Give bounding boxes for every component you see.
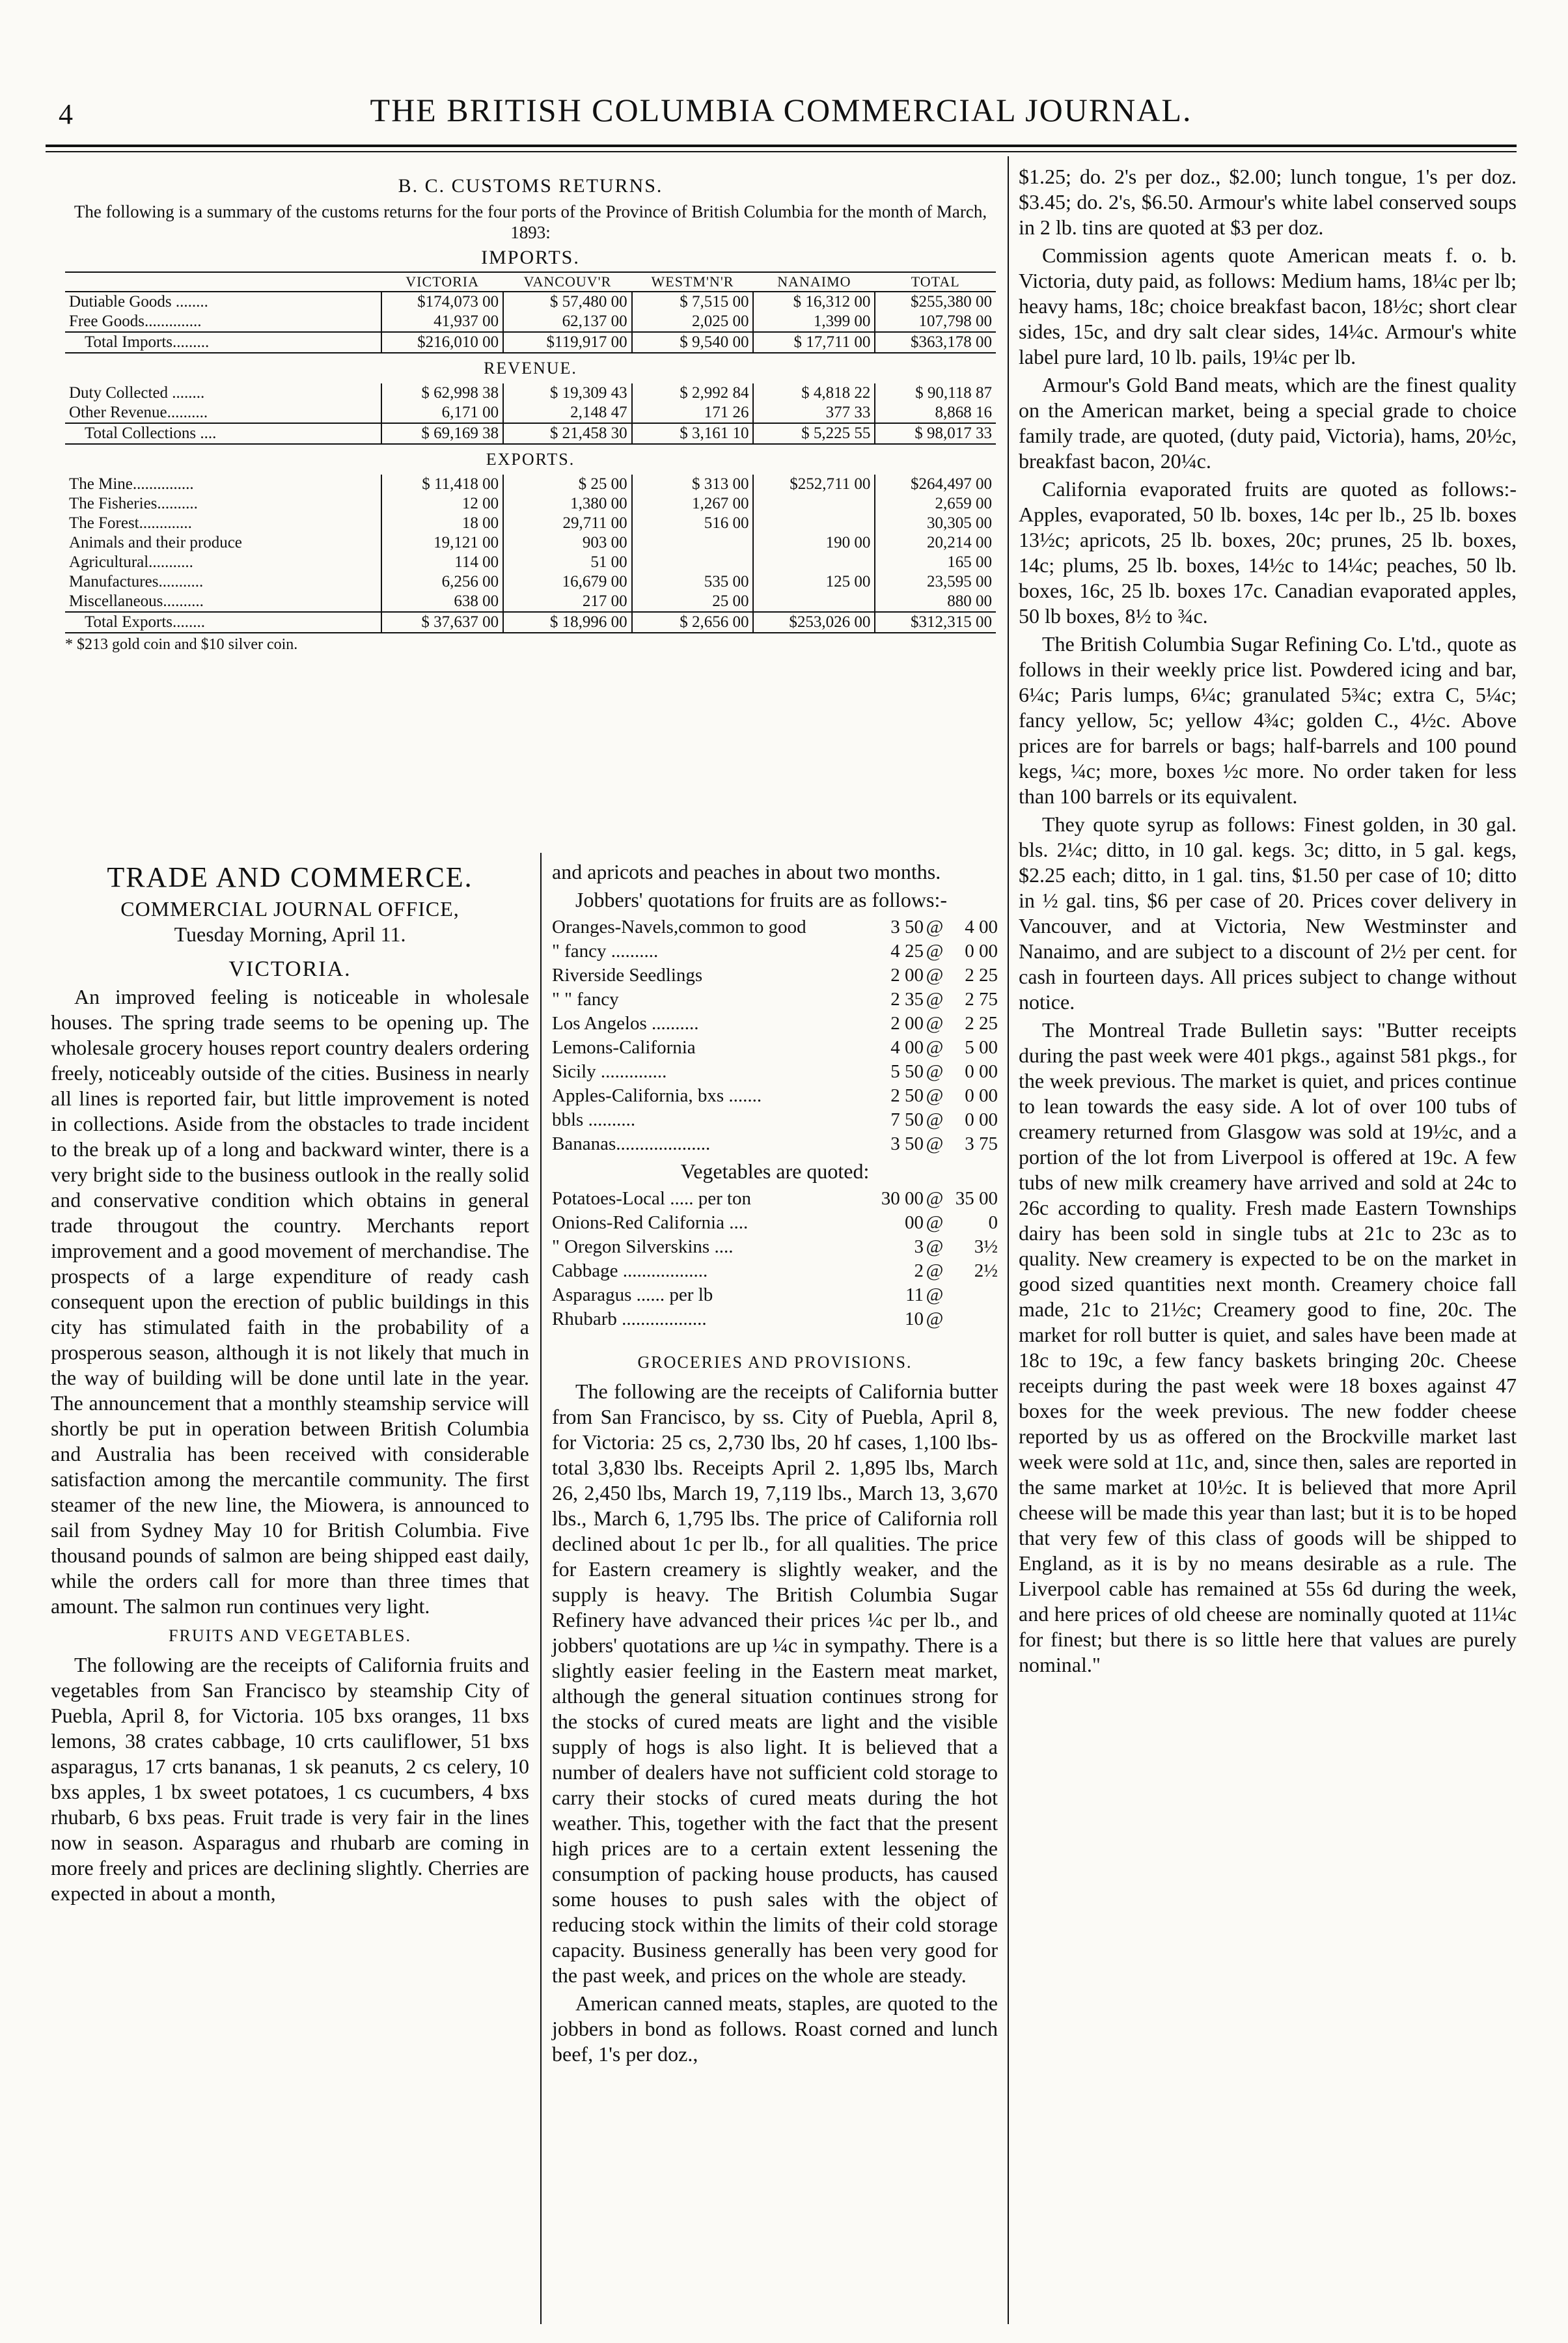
- price-low: 4 25: [890, 941, 924, 962]
- price-high: 2 25: [965, 1013, 998, 1034]
- price-row: [552, 1108, 998, 1132]
- paragraph: and apricots and peaches in about two months.: [552, 860, 941, 883]
- cell-value: 25 00: [632, 592, 754, 612]
- paragraph: An improved feeling is noticeable in wholesale houses. The spring trade seems to be opening up. The wholesale grocery houses report country dealers ordering freely, noticeably outside of the cities. Business in nearly all lines is reported fair, but little improvement is noted in collections. Aside from the obstacles to trade incident to the break up of a long and backward winter, there is a very bright side to the business outlook in the really solid and conservative condition which obtains in general trade througout the country. Merchants report improvement and a good movement of merchandise. The prospects of a large expenditure of ready cash consequent upon the erection of public buildings in this city has stimulated faith in the probability of a prosperous season, although it is not likely that much in the way of building will be done until late in the year. The announcement that a monthly steamship service will shortly be put in operation between British Columbia and Australia has been received with considerable satisfaction among the mercantile community. The first steamer of the new line, the Miowera, is announced to sail from Sydney May 10 for British Columbia. Five thousand pounds of salmon are being shipped east daily, while the orders call for more than three times that amount. The salmon run continues very light.: [51, 985, 529, 1618]
- cell-value: 190 00: [753, 533, 875, 553]
- col-header: VICTORIA: [381, 272, 503, 292]
- col-header: WESTM'N'R: [632, 272, 754, 292]
- cell-value: [753, 553, 875, 572]
- cell-value: $252,711 00: [753, 475, 875, 494]
- table-row: [65, 514, 996, 533]
- table-row: [65, 553, 996, 572]
- cell-value: 51 00: [503, 553, 631, 572]
- price-low: 5 50: [890, 1061, 924, 1082]
- row-label: Duty Collected ........: [69, 384, 205, 402]
- price-at: @: [926, 1309, 944, 1329]
- price-row: [552, 1259, 998, 1283]
- row-label: The Forest.............: [69, 514, 192, 532]
- price-high: 4 00: [965, 917, 998, 937]
- cell-value: 41,937 00: [381, 312, 503, 332]
- price-at: @: [926, 1133, 944, 1154]
- cell-value: $ 69,169 38: [381, 423, 503, 444]
- page-number: 4: [59, 98, 73, 130]
- price-at: @: [926, 965, 944, 986]
- price-label: Apples-California, bxs .......: [552, 1085, 762, 1106]
- column-3: [1019, 164, 1517, 1680]
- column-2: [552, 859, 998, 2070]
- paragraph: The British Columbia Sugar Refining Co. L'td., quote as follows in their weekly price list. Powdered icing and bar, 6¼c; Paris lumps, 6¼c; granulated 5¾c; extra C, 5¼c; fancy yellow, 5c; yellow 4¾c; golden C., 4½c. Above prices are for barrels or bags; half-barrels and 100 pound kegs, ¼c; more, boxes ½c more. No order taken for less than 100 barrels or its equivalent.: [1019, 632, 1517, 808]
- paragraph: American canned meats, staples, are quoted to the jobbers in bond as follows. Roast corned and lunch beef, 1's per doz.,: [552, 1991, 998, 2066]
- column-rule-middle: [540, 853, 542, 2324]
- cell-value: $ 11,418 00: [381, 475, 503, 494]
- cell-value: 20,214 00: [875, 533, 996, 553]
- row-label: Manufactures...........: [69, 573, 204, 590]
- cell-value: 12 00: [381, 494, 503, 514]
- price-low: 2: [914, 1260, 924, 1281]
- table-row: [65, 383, 996, 403]
- price-high: 3 75: [965, 1133, 998, 1154]
- cell-value: [753, 514, 875, 533]
- price-label: " " fancy: [552, 989, 619, 1010]
- price-at: @: [926, 941, 944, 962]
- price-low: 00: [905, 1212, 924, 1233]
- masthead-rule: [46, 145, 1517, 147]
- price-label: Riverside Seedlings: [552, 965, 703, 986]
- cell-value: $363,178 00: [875, 332, 996, 353]
- cell-value: $ 90,118 87: [875, 383, 996, 403]
- total-row: [65, 423, 996, 444]
- price-low: 2 00: [890, 1013, 924, 1034]
- price-label: bbls ..........: [552, 1109, 636, 1130]
- paragraph: Commission agents quote American meats f. o. b. Victoria, duty paid, as follows: Medium hams, 18¼c per lb; heavy hams, 18c; choice breakfast bacon, 18½c; short clear sides, 15c, and dry salt clear sides, 14¼c. Armour's white label pure lard, 10 lb. pails, 19¼c per lb.: [1019, 243, 1517, 368]
- price-row: [552, 915, 998, 939]
- price-row: [552, 939, 998, 964]
- price-label: Lemons-California: [552, 1037, 696, 1058]
- price-low: 3 50: [890, 917, 924, 937]
- cell-value: $ 17,711 00: [753, 332, 875, 353]
- cell-value: 6,256 00: [381, 572, 503, 592]
- price-at: @: [926, 917, 944, 937]
- column-1: [51, 859, 529, 1909]
- cell-value: 638 00: [381, 592, 503, 612]
- price-at: @: [926, 1236, 944, 1257]
- cell-value: $ 16,312 00: [753, 292, 875, 312]
- customs-table: [65, 271, 996, 633]
- price-label: " Oregon Silverskins ....: [552, 1236, 734, 1257]
- cell-value: [632, 553, 754, 572]
- price-row: [552, 1132, 998, 1156]
- office-line: COMMERCIAL JOURNAL OFFICE,: [120, 897, 460, 921]
- price-row: [552, 1084, 998, 1108]
- cell-value: $312,315 00: [875, 612, 996, 633]
- cell-value: $ 57,480 00: [503, 292, 631, 312]
- masthead-rule-thin: [46, 151, 1517, 152]
- cell-value: $255,380 00: [875, 292, 996, 312]
- price-at: @: [926, 1013, 944, 1034]
- cell-value: $ 9,540 00: [632, 332, 754, 353]
- cell-value: 29,711 00: [503, 514, 631, 533]
- price-label: Cabbage ..................: [552, 1260, 708, 1281]
- table-row: [65, 592, 996, 612]
- cell-value: 880 00: [875, 592, 996, 612]
- masthead-title: THE BRITISH COLUMBIA COMMERCIAL JOURNAL.: [370, 92, 1192, 128]
- cell-value: $ 2,992 84: [632, 383, 754, 403]
- cell-value: 217 00: [503, 592, 631, 612]
- table-row: [65, 572, 996, 592]
- price-low: 11: [905, 1284, 924, 1305]
- cell-value: $ 25 00: [503, 475, 631, 494]
- price-low: 3 50: [890, 1133, 924, 1154]
- exports-heading: EXPORTS.: [486, 450, 575, 469]
- price-high: 0 00: [965, 1085, 998, 1106]
- price-row: [552, 1012, 998, 1036]
- customs-intro: The following is a summary of the customs returns for the four ports of the Province of British Columbia for the month of March, 1893:: [74, 202, 987, 242]
- price-at: @: [926, 1188, 944, 1209]
- cell-value: 16,679 00: [503, 572, 631, 592]
- revenue-heading: REVENUE.: [484, 359, 577, 378]
- total-row: [65, 612, 996, 633]
- row-label: Agricultural...........: [69, 553, 193, 571]
- price-row: [552, 988, 998, 1012]
- fruit-price-table: [552, 915, 998, 1156]
- price-low: 4 00: [890, 1037, 924, 1058]
- price-at: @: [926, 989, 944, 1010]
- table-row: [65, 403, 996, 423]
- column-rule-right: [1008, 156, 1009, 2324]
- cell-value: [753, 592, 875, 612]
- price-high: 2 75: [965, 989, 998, 1010]
- paragraph: Armour's Gold Band meats, which are the finest quality on the American market, being a special grade to choice family trade, are quoted, (duty paid, Victoria), hams, 20½c, breakfast bacon, 20¼c.: [1019, 373, 1517, 473]
- price-row: [552, 964, 998, 988]
- table-row: [65, 475, 996, 494]
- cell-value: 125 00: [753, 572, 875, 592]
- cell-value: $ 62,998 38: [381, 383, 503, 403]
- cell-value: 535 00: [632, 572, 754, 592]
- cell-value: $174,073 00: [381, 292, 503, 312]
- paragraph: Jobbers' quotations for fruits are as follows:-: [575, 888, 947, 911]
- cell-value: 8,868 16: [875, 403, 996, 423]
- date-line: Tuesday Morning, April 11.: [174, 922, 406, 946]
- cell-value: 2,025 00: [632, 312, 754, 332]
- price-label: Potatoes-Local ..... per ton: [552, 1188, 752, 1209]
- price-row: [552, 1235, 998, 1259]
- cell-value: [632, 533, 754, 553]
- cell-value: $216,010 00: [381, 332, 503, 353]
- cell-value: $ 2,656 00: [632, 612, 754, 633]
- cell-value: $ 4,818 22: [753, 383, 875, 403]
- veg-price-table: [552, 1187, 998, 1331]
- col-header: NANAIMO: [753, 272, 875, 292]
- customs-title: B. C. CUSTOMS RETURNS.: [398, 175, 663, 197]
- cell-value: 516 00: [632, 514, 754, 533]
- cell-value: 165 00: [875, 553, 996, 572]
- price-at: @: [926, 1109, 944, 1130]
- table-row: [65, 494, 996, 514]
- row-label: Animals and their produce: [69, 534, 242, 551]
- price-high: 3½: [974, 1236, 998, 1257]
- price-at: @: [926, 1085, 944, 1106]
- subhead-fruits: FRUITS AND VEGETABLES.: [169, 1626, 411, 1645]
- cell-value: $ 37,637 00: [381, 612, 503, 633]
- paragraph: California evaporated fruits are quoted as follows:-Apples, evaporated, 50 lb. boxes, 14c per lb., 25 lb. boxes 13½c; apricots, 25 lb. boxes, 20c; prunes, 25 lb. boxes, 14c; plums, 25 lb. boxes, 14½c to 14¼c; peaches, 50 lb. boxes, 16c, 25 lb. boxes 17c. Canadian evaporated apples, 50 lb boxes, 8½ to ¾c.: [1019, 477, 1517, 628]
- price-label: Rhubarb ..................: [552, 1309, 707, 1329]
- cell-value: $ 98,017 33: [875, 423, 996, 444]
- row-label: The Fisheries..........: [69, 495, 198, 512]
- cell-value: $ 18,996 00: [503, 612, 631, 633]
- cell-value: 23,595 00: [875, 572, 996, 592]
- cell-value: $ 19,309 43: [503, 383, 631, 403]
- price-row: [552, 1060, 998, 1084]
- price-at: @: [926, 1212, 944, 1233]
- row-label: Total Collections ....: [65, 423, 381, 444]
- cell-value: 19,121 00: [381, 533, 503, 553]
- price-low: 10: [905, 1309, 924, 1329]
- price-low: 2 35: [890, 989, 924, 1010]
- price-at: @: [926, 1037, 944, 1058]
- price-high: 5 00: [965, 1037, 998, 1058]
- total-row: [65, 332, 996, 353]
- price-label: Oranges-Navels,common to good: [552, 917, 806, 937]
- price-low: 2 00: [890, 965, 924, 986]
- price-high: 0 00: [965, 1109, 998, 1130]
- cell-value: $119,917 00: [503, 332, 631, 353]
- price-row: [552, 1211, 998, 1235]
- row-label: The Mine...............: [69, 475, 194, 493]
- cell-value: 1,380 00: [503, 494, 631, 514]
- price-label: Onions-Red California ....: [552, 1212, 749, 1233]
- table-row: [65, 312, 996, 332]
- cell-value: $ 3,161 10: [632, 423, 754, 444]
- price-high: [946, 1307, 998, 1331]
- price-label: " fancy ..........: [552, 941, 659, 962]
- cell-value: 114 00: [381, 553, 503, 572]
- cell-value: $264,497 00: [875, 475, 996, 494]
- paragraph: The following are the receipts of California fruits and vegetables from San Francisco by steamship City of Puebla, April 8, for Victoria. 105 bxs oranges, 11 bxs lemons, 38 crates cabbage, 10 crts cauliflower, 51 bxs asparagus, 17 crts bananas, 1 sk peanuts, 2 cs celery, 10 bxs apples, 1 bx sweet potatoes, 1 cs cucumbers, 4 bxs rhubarb, 6 bxs peas. Fruit trade is very fair in the lines now in season. Asparagus and rhubarb are coming in more freely and prices are declining slightly. Cherries are expected in about a month,: [51, 1653, 529, 1905]
- paragraph: $1.25; do. 2's per doz., $2.00; lunch tongue, 1's per doz. $3.45; do. 2's, $6.50. Armour's white label conserved soups in 2 lb. tins are quoted at $3 per doz.: [1019, 165, 1517, 239]
- veg-heading: Vegetables are quoted:: [680, 1159, 870, 1183]
- row-label: Dutiable Goods ........: [69, 293, 208, 311]
- imports-heading: IMPORTS.: [481, 247, 580, 268]
- price-high: 0 00: [965, 1061, 998, 1082]
- cell-value: $253,026 00: [753, 612, 875, 633]
- paragraph: The Montreal Trade Bulletin says: "Butter receipts during the past week were 401 pkgs., against 581 pkgs., for the week previous. The market is quiet, and prices continue to lean towards the easy side. A lot of over 100 tubs of creamery returned from Glasgow was sold at 19½c, and a portion of the lot from Liverpool is offered at 19c. A few tubs of new milk creamery have arrived and sold at 24c to 26c according to quality. Fresh made Eastern Townships dairy has been sold in single tubs at 21c to 23c as to quality. New creamery is expected to be on the market in good sized quantities next month. Creamery choice fall made, 21c to 21½c; Creamery good to fine, 20c. The market for roll butter is quiet, and sales have been made at 18c to 19c, a few fancy baskets bringing 20c. Cheese receipts during the past week were 18 boxes against 47 boxes for the week previous. The new fodder cheese reported by us as offered on the Brockville market last week were sold at 11c, and, since then, sales are reported in the same market at 10½c. It is believed that more April cheese will be made this year than last; but it is to be hoped that very few of this class of goods will be shipped to England, as it is by no means desirable as a rule. The Liverpool cable has remained at 55s 6d during the week, and here prices of old cheese are nominally quoted at 11¼c for finest; but there is so little here that values are purely nominal.": [1019, 1018, 1517, 1676]
- customs-returns: [65, 173, 996, 654]
- price-row: [552, 1187, 998, 1211]
- row-label: Total Imports.........: [65, 332, 381, 353]
- cell-value: [753, 494, 875, 514]
- cell-value: 171 26: [632, 403, 754, 423]
- cell-value: 377 33: [753, 403, 875, 423]
- city-heading: VICTORIA.: [228, 957, 351, 981]
- row-label: Other Revenue..........: [69, 404, 208, 421]
- price-high: 2½: [974, 1260, 998, 1281]
- row-label: Free Goods..............: [69, 312, 202, 330]
- price-low: 2 50: [890, 1085, 924, 1106]
- row-label: Miscellaneous..........: [69, 592, 204, 610]
- price-low: 3: [914, 1236, 924, 1257]
- price-label: Bananas....................: [552, 1133, 711, 1154]
- cell-value: 62,137 00: [503, 312, 631, 332]
- paragraph: They quote syrup as follows: Finest golden, in 30 gal. bls. 2¼c; ditto, in 10 gal. kegs. 3c; ditto, in 5 gal. kegs, $2.25 each; ditto, in 1 gal. tins, $1.50 per case of 10; ditto in ½ gal. tins, $6 per case of 20. Prices cover delivery in Vancouver, and at Victoria, New Westminster and Nanaimo, and are subject to a discount of 2½ per cent. for cash in fourteen days. All prices subject to change without notice.: [1019, 812, 1517, 1014]
- price-label: Los Angelos ..........: [552, 1013, 699, 1034]
- cell-value: $ 5,225 55: [753, 423, 875, 444]
- cell-value: 1,267 00: [632, 494, 754, 514]
- price-high: 35 00: [955, 1188, 998, 1209]
- row-label: Total Exports........: [65, 612, 381, 633]
- cell-value: 2,148 47: [503, 403, 631, 423]
- cell-value: $ 313 00: [632, 475, 754, 494]
- col-header: TOTAL: [875, 272, 996, 292]
- price-row: [552, 1283, 998, 1307]
- section-title-trade: TRADE AND COMMERCE.: [107, 861, 473, 893]
- price-high: [946, 1283, 998, 1307]
- table-row: [65, 533, 996, 553]
- cell-value: $ 21,458 30: [503, 423, 631, 444]
- cell-value: 18 00: [381, 514, 503, 533]
- cell-value: 6,171 00: [381, 403, 503, 423]
- price-row: [552, 1036, 998, 1060]
- price-label: Asparagus ...... per lb: [552, 1284, 713, 1305]
- subhead-groceries: GROCERIES AND PROVISIONS.: [637, 1353, 913, 1372]
- cell-value: 30,305 00: [875, 514, 996, 533]
- cell-value: 2,659 00: [875, 494, 996, 514]
- customs-footnote: * $213 gold coin and $10 silver coin.: [65, 636, 298, 653]
- paragraph: The following are the receipts of California butter from San Francisco, by ss. City of Puebla, April 8, for Victoria: 25 cs, 2,730 lbs, 20 hf cases, 1,100 lbs-total 3,830 lbs. Receipts April 2. 1,895 lbs, March 26, 2,450 lbs, March 19, 7,119 lbs., March 13, 3,670 lbs., March 6, 1,795 lbs. The price of California roll declined about 1c per lb., for all qualities. The price for Eastern creamery is slightly weaker, and the supply is heavy. The British Columbia Sugar Refinery have advanced their prices ¼c per lb., and jobbers' quotations are up ¼c in sympathy. There is a slightly easier feeling in the Eastern meat market, although the general situation continues strong for the stocks of cured meats are light and the visible supply of hogs is also light. It is believed that a number of dealers have not sufficient cold storage to carry their stocks of cured meats during the hot weather. This, together with the fact that the present high prices are to a certain extent lessening the consumption of packing house products, has caused some houses to push sales with the object of reducing stock within the limits of their cold storage capacity. Business generally has been very good for the past week, and prices on the whole are steady.: [552, 1379, 998, 1987]
- cell-value: 1,399 00: [753, 312, 875, 332]
- price-low: 7 50: [890, 1109, 924, 1130]
- price-label: Sicily ..............: [552, 1061, 667, 1082]
- cell-value: $ 7,515 00: [632, 292, 754, 312]
- price-high: 0 00: [965, 941, 998, 962]
- price-high: 2 25: [965, 965, 998, 986]
- table-row: [65, 292, 996, 312]
- price-high: 0: [988, 1212, 998, 1233]
- price-at: @: [926, 1260, 944, 1281]
- price-low: 30 00: [881, 1188, 924, 1209]
- price-row: [552, 1307, 998, 1331]
- cell-value: 903 00: [503, 533, 631, 553]
- price-at: @: [926, 1284, 944, 1305]
- col-header: VANCOUV'R: [503, 272, 631, 292]
- price-at: @: [926, 1061, 944, 1082]
- cell-value: 107,798 00: [875, 312, 996, 332]
